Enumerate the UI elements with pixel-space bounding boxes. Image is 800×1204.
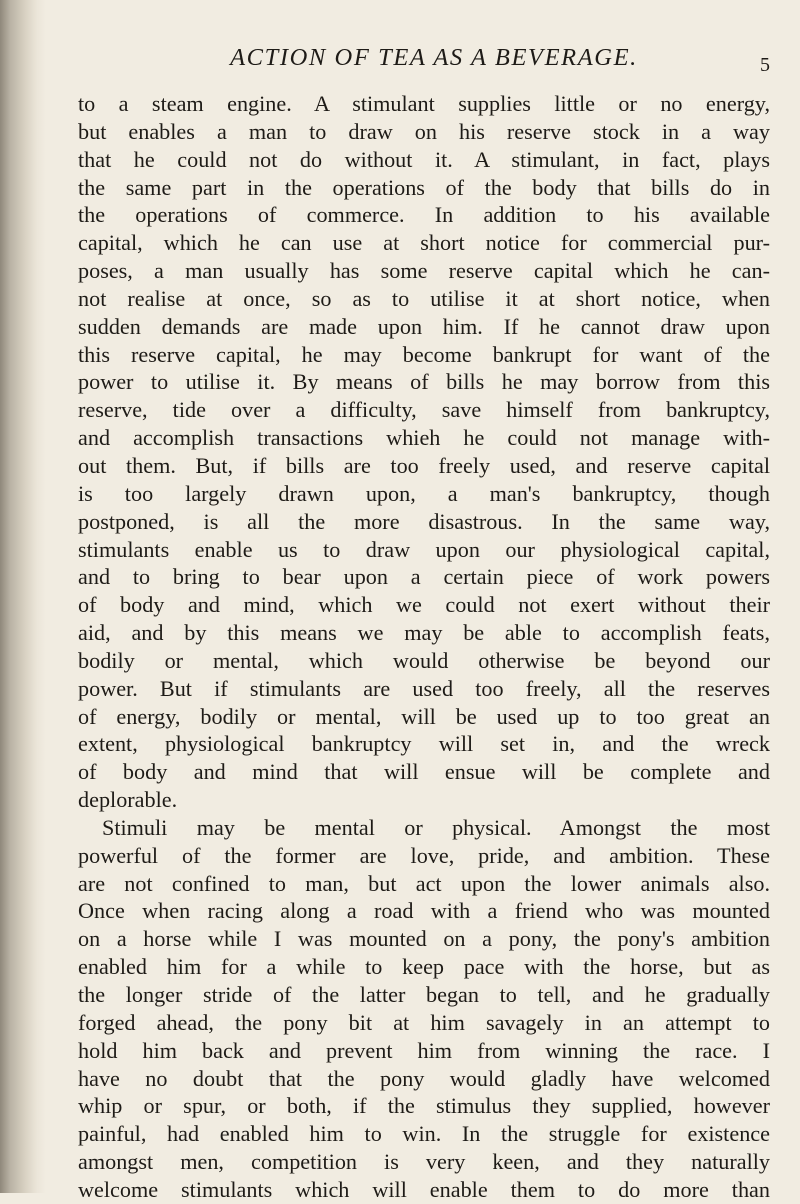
text-line: painful, had enabled him to win. In the struggle for existence xyxy=(78,1121,770,1147)
text-line: welcome stimulants which will enable them to do more than xyxy=(78,1176,770,1202)
text-line: this reserve capital, he may become bankrupt for want of the xyxy=(78,341,770,367)
text-line: forged ahead, the pony bit at him savagely in an attempt to xyxy=(78,1009,770,1035)
body-text xyxy=(78,90,770,1204)
text-line: capital, which he can use at short notice for commercial pur- xyxy=(78,230,770,256)
text-line: out them. But, if bills are too freely used, and reserve capital xyxy=(78,452,770,478)
text-line: aid, and by this means we may be able to accomplish feats, xyxy=(78,620,770,646)
text-line: sudden demands are made upon him. If he cannot draw upon xyxy=(78,313,770,339)
text-line: hold him back and prevent him from winning the race. I xyxy=(78,1037,770,1063)
text-line: are not confined to man, but act upon the lower animals also. xyxy=(78,870,770,896)
text-line: and to bring to bear upon a certain piece of work powers xyxy=(78,564,770,590)
text-line: whip or spur, or both, if the stimulus they supplied, however xyxy=(78,1093,770,1119)
text-line: not realise at once, so as to utilise it at short notice, when xyxy=(78,285,770,311)
text-line: Stimuli may be mental or physical. Amongst the most xyxy=(102,814,770,840)
text-line: and accomplish transactions whieh he could not manage with- xyxy=(78,425,770,451)
text-line: the longer stride of the latter began to tell, and he gradually xyxy=(78,982,770,1007)
text-line: stimulants enable us to draw upon our physiological capital, xyxy=(78,536,770,562)
text-line: that he could not do without it. A stimulant, in fact, plays xyxy=(78,146,770,172)
text-line: to a steam engine. A stimulant supplies little or no energy, xyxy=(78,91,770,116)
text-line: is too largely drawn upon, a man's bankruptcy, though xyxy=(78,480,770,506)
book-page xyxy=(78,44,770,1202)
page-number: 5 xyxy=(760,54,770,76)
text-line: bodily or mental, which would otherwise be beyond our xyxy=(78,647,770,673)
text-line: enabled him for a while to keep pace with the horse, but as xyxy=(78,954,770,980)
text-line: the same part in the operations of the body that bills do in xyxy=(78,174,770,200)
text-line: deplorable. xyxy=(78,787,178,813)
text-line: postponed, is all the more disastrous. In the same way, xyxy=(78,508,770,534)
text-line: the operations of commerce. In addition to his available xyxy=(78,202,770,228)
text-line: amongst men, competition is very keen, and they naturally xyxy=(78,1149,770,1175)
running-head xyxy=(78,44,770,78)
text-line: extent, physiological bankruptcy will set in, and the wreck xyxy=(78,731,770,757)
text-line: of body and mind that will ensue will be complete and xyxy=(78,759,770,785)
paragraph-1 xyxy=(78,90,770,814)
text-line: but enables a man to draw on his reserve stock in a way xyxy=(78,118,770,144)
text-line: Once when racing along a road with a friend who was mounted xyxy=(78,898,770,924)
running-title: ACTION OF TEA AS A BEVERAGE. xyxy=(230,44,638,71)
text-line: reserve, tide over a difficulty, save himself from bankruptcy, xyxy=(78,397,770,423)
page-edge-shadow xyxy=(0,0,46,1193)
paragraph-2 xyxy=(78,814,770,1204)
text-line: have no doubt that the pony would gladly have welcomed xyxy=(78,1065,770,1091)
text-line: power to utilise it. By means of bills he may borrow from this xyxy=(78,369,770,395)
text-line: on a horse while I was mounted on a pony, the pony's ambition xyxy=(78,926,770,952)
text-line: powerful of the former are love, pride, and ambition. These xyxy=(78,842,770,868)
text-line: of body and mind, which we could not exert without their xyxy=(78,592,770,618)
text-line: poses, a man usually has some reserve capital which he can- xyxy=(78,258,770,284)
text-line: of energy, bodily or mental, will be used up to too great an xyxy=(78,703,770,729)
text-line: power. But if stimulants are used too freely, all the reserves xyxy=(78,675,770,701)
